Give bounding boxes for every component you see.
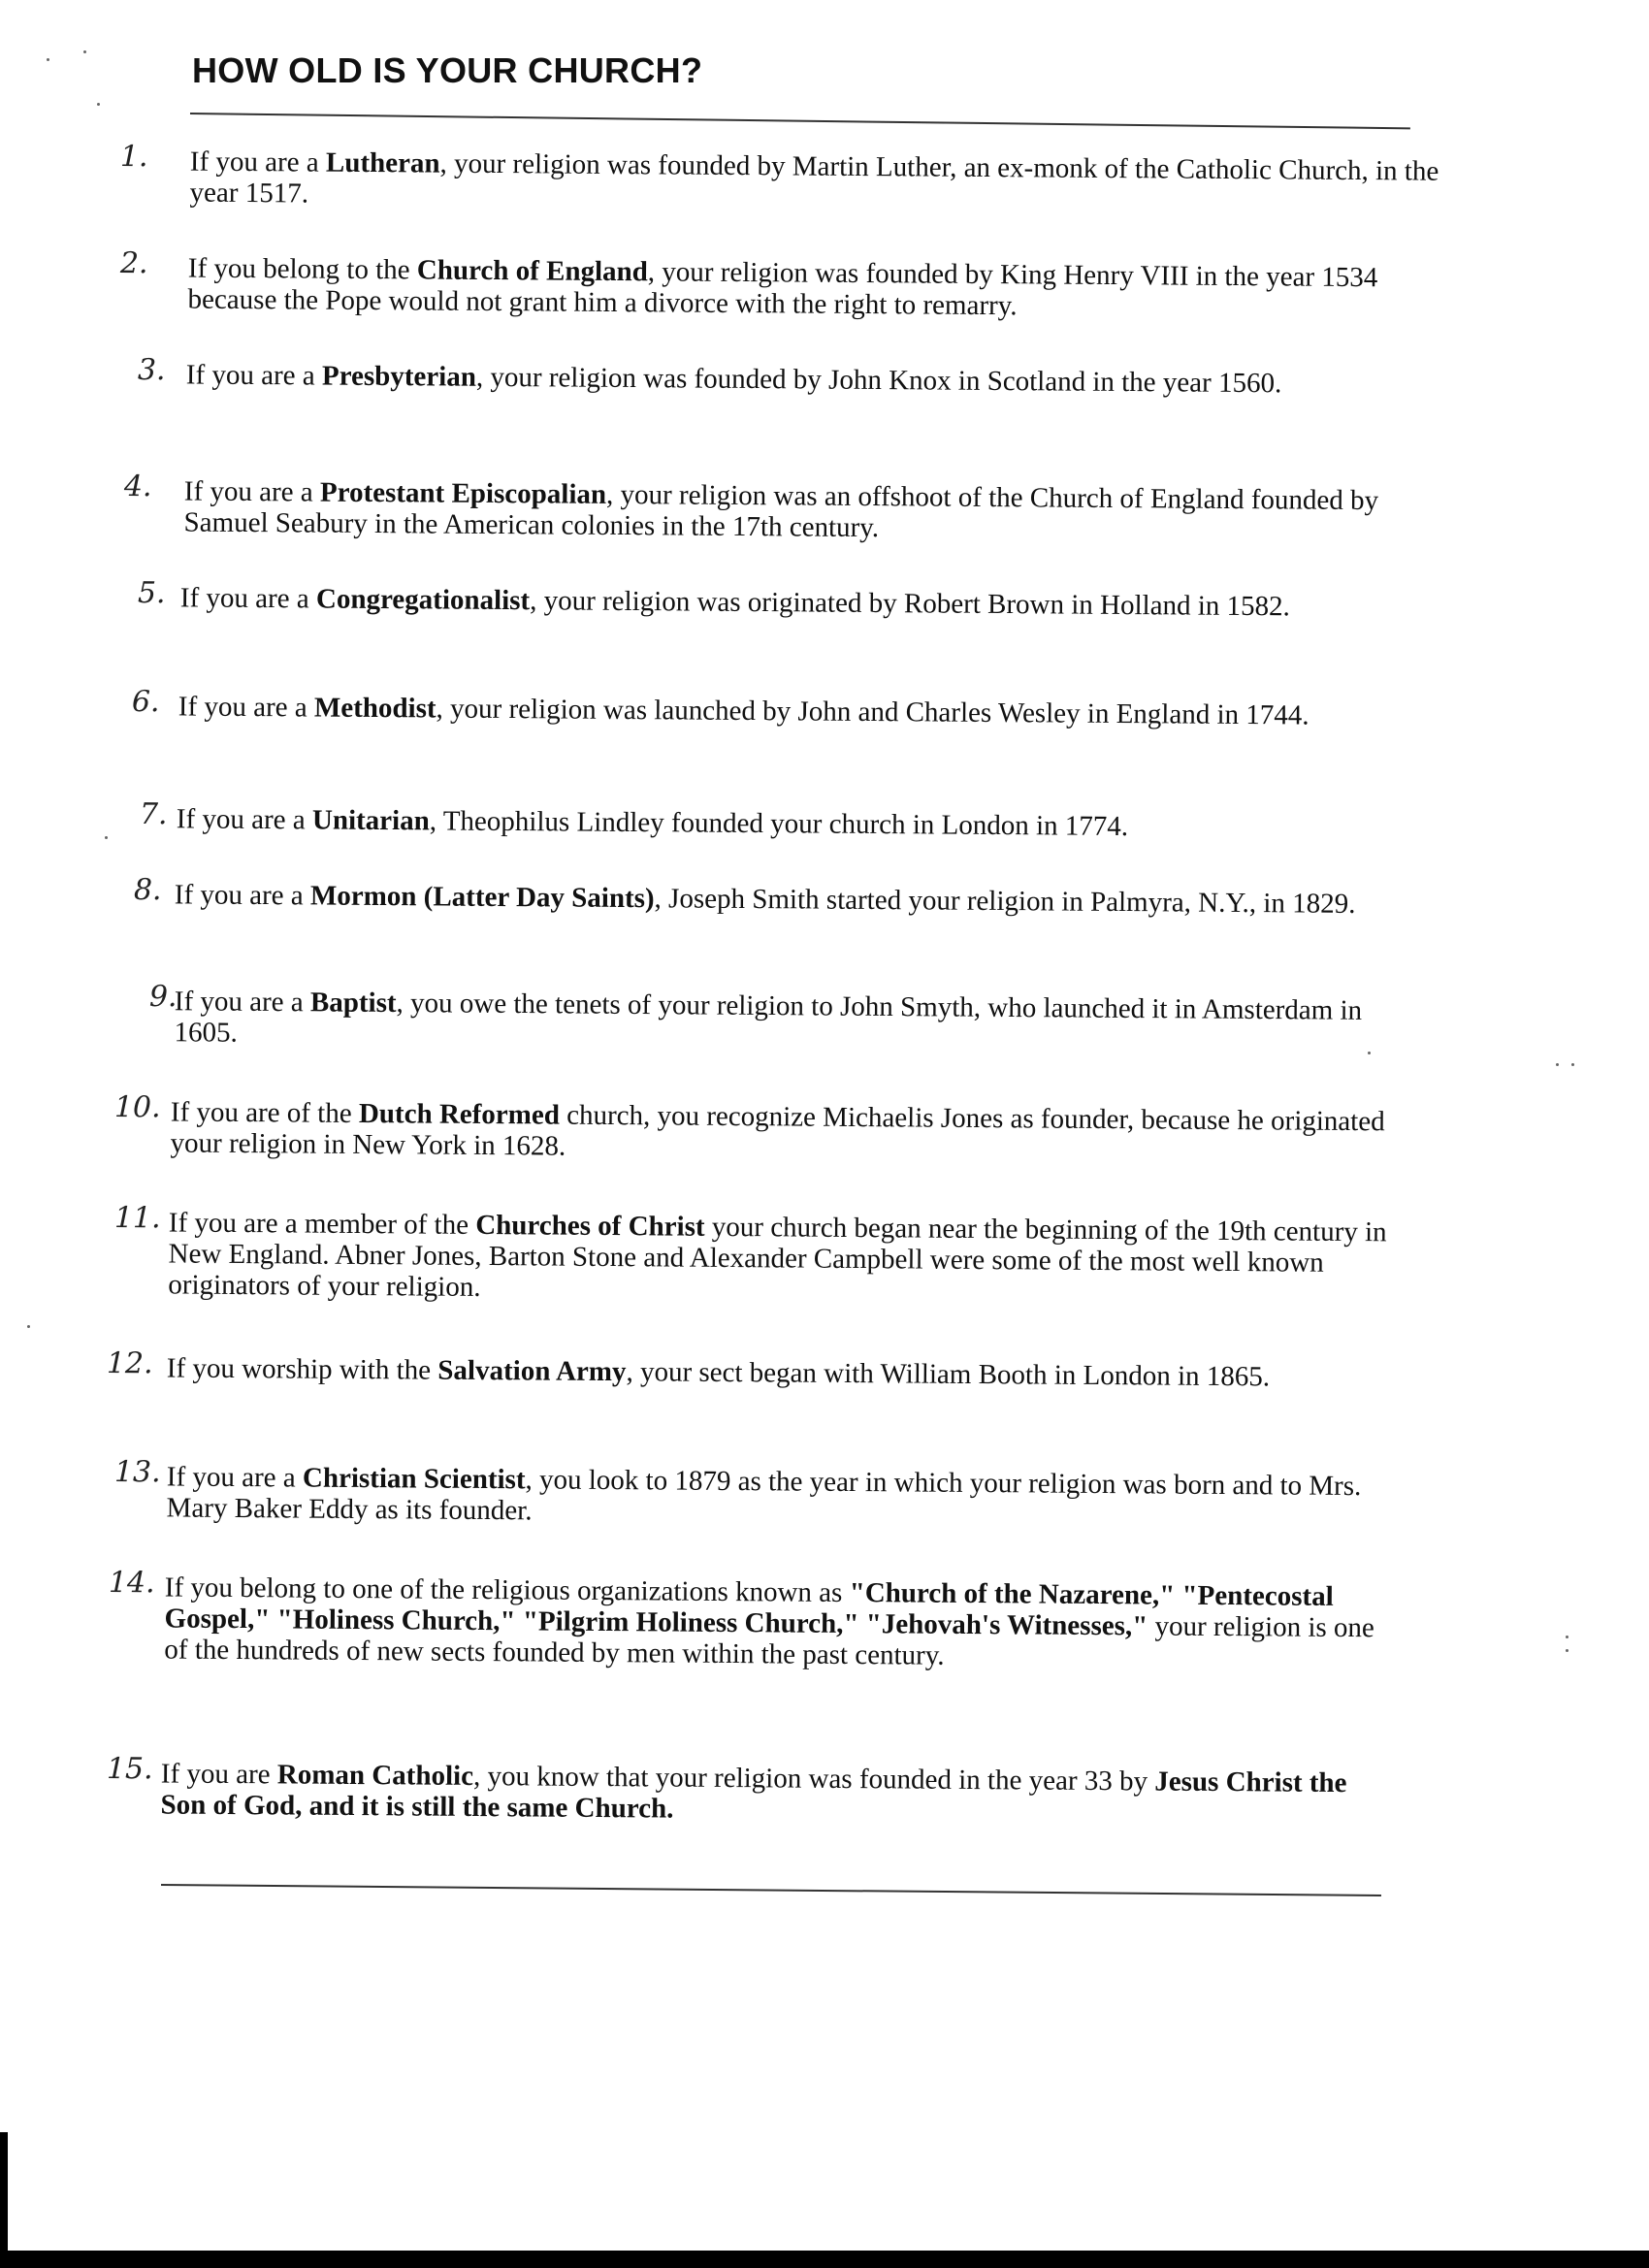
item-number: 1. [119,140,148,175]
top-divider [190,113,1410,129]
item-text: If you are a Christian Scientist, you look to 1879 as the year in which your religion was born and to Mrs. Mary Baker Eddy as its founder. [166,1461,1362,1527]
bottom-divider [161,1884,1381,1896]
scan-speck [1566,1636,1568,1638]
item-number: 14. [108,1566,155,1601]
item-number: 10. [113,1090,161,1125]
denomination-name: Lutheran [325,146,440,179]
item-text: If you are a Baptist, you owe the tenets of your religion to John Smyth, who launched it in Amsterdam in 1605. [174,986,1363,1049]
scan-speck [1368,1052,1371,1054]
scan-edge-left [0,2132,8,2268]
scan-speck [1571,1063,1574,1066]
scan-speck [1566,1649,1568,1652]
item-text: If you are Roman Catholic, you know that your religion was founded in the year 33 by Jesus Christ the Son of God, and it is still the same Church. [160,1758,1347,1825]
item-number: 2. [119,246,148,281]
item-text: If you belong to the Church of England, your religion was founded by King Henry VIII in the year 1534 because the Pope would not grant him a divorce with the right to remarry. [187,252,1378,322]
denomination-name: Protestant Episcopalian [319,476,607,510]
item-number: 11. [113,1201,161,1236]
denomination-name: "Church of the Nazarene," "Pentecostal Gospel," "Holiness Church," "Pilgrim Holiness Church," "Jehovah's Witnesses," [164,1576,1334,1642]
denomination-name: Unitarian [311,804,430,837]
scan-speck [47,58,49,61]
denomination-name: Congregationalist [315,583,531,617]
item-text: If you are a Lutheran, your religion was founded by Martin Luther, an ex-monk of the Catholic Church, in the year 1517. [189,146,1439,210]
denomination-name: Mormon (Latter Day Saints) [309,880,655,915]
item-text: If you are of the Dutch Reformed church, you recognize Michaelis Jones as founder, because he originated your religion in New York in 1628. [170,1096,1385,1162]
item-number: 6. [131,685,160,720]
item-number: 12. [106,1346,153,1381]
item-number: 3. [137,353,166,388]
scan-edge-bottom [0,2251,1649,2268]
item-text: If you are a Methodist, your religion was launched by John and Charles Wesley in England in 1744. [178,691,1310,731]
scan-speck [97,103,100,106]
denomination-name: Baptist [309,987,397,1019]
denomination-name: Methodist [313,692,436,725]
scan-speck [83,50,86,53]
scan-speck [27,1325,30,1328]
scan-speck [105,836,108,839]
item-text: If you are a Congregationalist, your religion was originated by Robert Brown in Holland in 1582. [179,582,1290,623]
emphasis-text: Jesus Christ the Son of God, and it is still the same Church. [160,1766,1347,1825]
denomination-name: Church of England [416,254,648,288]
page-title: HOW OLD IS YOUR CHURCH? [192,50,703,90]
item-number: 7. [139,797,168,832]
item-text: If you belong to one of the religious organizations known as "Church of the Nazarene," "Pentecostal Gospel," "Holiness Church," "Pilgrim Holiness Church," "Jehovah's Witnesses," your religion is one of the hundreds of new sects founded by men within the past century. [164,1571,1375,1671]
item-text: If you are a Mormon (Latter Day Saints), Joseph Smith started your religion in Palmyra, N.Y., in 1829. [174,879,1356,920]
denomination-name: Roman Catholic [276,1759,474,1792]
item-number: 9. [148,980,178,1015]
item-number: 13. [113,1455,161,1490]
item-number: 8. [133,873,162,908]
scan-speck [1556,1063,1559,1066]
item-text: If you are a Protestant Episcopalian, your religion was an offshoot of the Church of England founded by Samuel Seabury in the American colonies in the 17th century. [183,475,1379,544]
denomination-name: Churches of Christ [475,1209,705,1243]
denomination-name: Christian Scientist [302,1462,526,1496]
item-number: 4. [123,470,152,504]
item-text: If you worship with the Salvation Army, your sect began with William Booth in London in 1865. [166,1352,1271,1393]
item-text: If you are a Presbyterian, your religion was founded by John Knox in Scotland in the year 1560. [185,359,1282,400]
denomination-name: Salvation Army [437,1354,627,1388]
item-text: If you are a Unitarian, Theophilus Lindley founded your church in London in 1774. [176,803,1129,843]
denomination-name: Dutch Reformed [358,1097,561,1131]
item-number: 5. [137,576,166,611]
item-number: 15. [106,1752,153,1787]
item-text: If you are a member of the Churches of Christ your church began near the beginning of the 19th century in New England. Abner Jones, Barton Stone and Alexander Campbell were some of the most well known originators of your religion. [168,1207,1387,1303]
denomination-name: Presbyterian [321,360,477,393]
